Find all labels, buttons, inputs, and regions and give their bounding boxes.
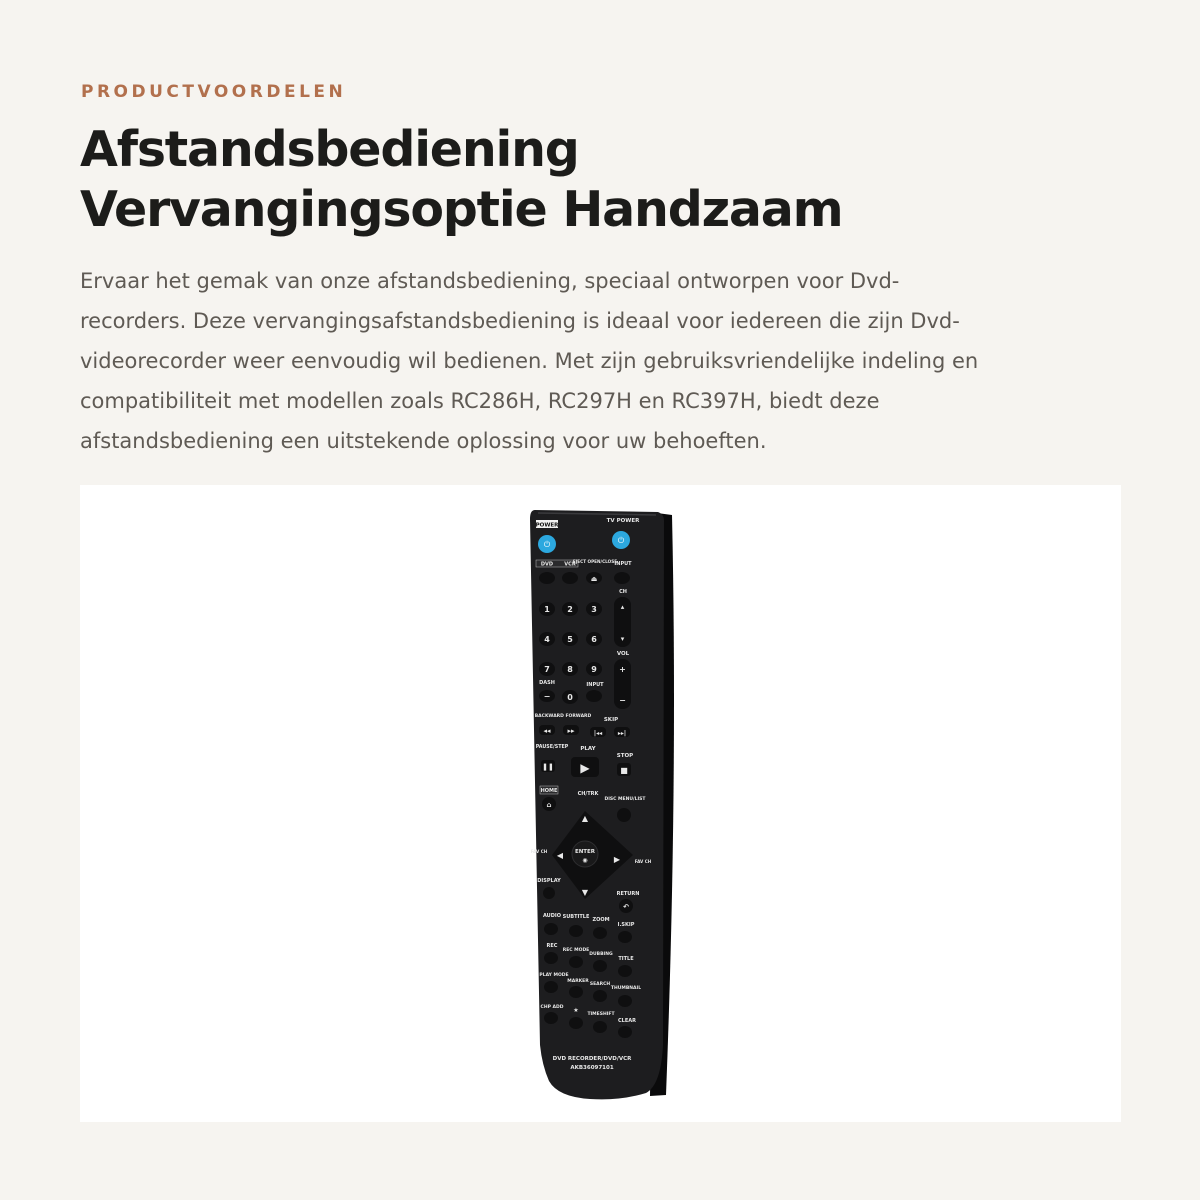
- display-button[interactable]: [543, 887, 555, 899]
- product-description: [80, 261, 1125, 461]
- disc-menu-button[interactable]: [617, 808, 631, 822]
- vcr-label: VCR: [564, 561, 576, 568]
- stop-label: STOP: [616, 753, 634, 759]
- subtitle-button[interactable]: [569, 925, 583, 937]
- play-label: PLAY: [580, 746, 596, 752]
- description-line-3: videorecorder weer eenvoudig wil bedienen. Met zijn gebruiksvriendelijke indeling en: [80, 349, 979, 373]
- dvd-label: DVD: [540, 561, 554, 568]
- product-image-panel: [80, 485, 1121, 1122]
- nav-right-icon: ▶: [613, 855, 621, 864]
- nav-up-icon: ▲: [581, 814, 589, 823]
- tv-power-icon: ⏻: [617, 536, 625, 545]
- digit-8-label: 8: [567, 665, 573, 674]
- display-label: DISPLAY: [537, 878, 561, 884]
- ch-label: CH: [619, 589, 627, 595]
- fav-ch-right-label: FAV CH: [634, 859, 652, 864]
- pause-icon: ❚❚: [542, 763, 554, 771]
- digit-6-label: 6: [591, 635, 597, 644]
- nav-left-icon: ◀: [556, 851, 564, 860]
- model-line-1: DVD RECORDER/DVD/VCR: [552, 1056, 632, 1062]
- vol-down-icon: −: [619, 696, 626, 705]
- rec-button[interactable]: [544, 952, 558, 964]
- iskip-button[interactable]: [618, 931, 632, 943]
- section-eyebrow: PRODUCTVOORDELEN: [81, 82, 347, 102]
- title-label: TITLE: [618, 956, 634, 962]
- play-icon: ▶: [580, 761, 590, 775]
- pause-step-label: PAUSE/STEP: [535, 745, 569, 750]
- chp-add-label: CHP ADD: [540, 1005, 564, 1010]
- audio-label: AUDIO: [542, 913, 562, 919]
- return-icon: ↶: [623, 903, 629, 911]
- disc-menu-label: DISC MENU/LIST: [604, 797, 646, 802]
- rec-mode-button[interactable]: [569, 956, 583, 968]
- power-label: POWER: [535, 522, 559, 529]
- description-line-1: Ervaar het gemak van onze afstandsbediening, speciaal ontworpen voor Dvd-: [80, 269, 900, 293]
- play-mode-button[interactable]: [544, 981, 558, 993]
- dvd-button[interactable]: [539, 572, 555, 584]
- star-label: ★: [573, 1007, 579, 1014]
- vcr-button[interactable]: [562, 572, 578, 584]
- skip-label: SKIP: [603, 717, 619, 723]
- rec-mode-label: REC MODE: [562, 948, 590, 953]
- input-num-button[interactable]: [586, 690, 602, 702]
- tv-power-label: TV POWER: [606, 518, 640, 524]
- digit-7-label: 7: [544, 665, 550, 674]
- iskip-label: I.SKIP: [617, 922, 635, 928]
- vol-label: VOL: [616, 651, 630, 657]
- enter-label: ENTER: [574, 849, 596, 855]
- home-label: HOME: [540, 788, 558, 794]
- description-line-2: recorders. Deze vervangingsafstandsbediening is ideaal voor iedereen die zijn Dvd-: [80, 309, 960, 333]
- backward-forward-label: BACKWARD FORWARD: [534, 714, 592, 719]
- star-button[interactable]: [569, 1017, 583, 1029]
- vol-up-icon: +: [619, 665, 626, 674]
- dubbing-label: DUBBING: [589, 952, 613, 957]
- input-top-button[interactable]: [614, 572, 630, 584]
- digit-5-label: 5: [567, 635, 573, 644]
- marker-label: MARKER: [567, 979, 589, 984]
- power-icon: ⏻: [543, 540, 551, 549]
- chtrk-label: CH/TRK: [577, 791, 599, 797]
- audio-button[interactable]: [544, 923, 558, 935]
- digit-1-label: 1: [544, 605, 550, 614]
- clear-button[interactable]: [618, 1026, 632, 1038]
- dash-label: DASH: [539, 680, 555, 686]
- search-label: SEARCH: [589, 982, 611, 987]
- zoom-button[interactable]: [593, 927, 607, 939]
- remote-control-illustration: [80, 485, 1121, 1122]
- thumbnail-label: THUMBNAIL: [610, 986, 642, 991]
- section-title: [80, 120, 1140, 240]
- chp-add-button[interactable]: [544, 1012, 558, 1024]
- title-button[interactable]: [618, 965, 632, 977]
- timeshift-label: TIMESHIFT: [587, 1012, 615, 1017]
- description-line-5: afstandsbediening een uitstekende oplossing voor uw behoeften.: [80, 429, 767, 453]
- dubbing-button[interactable]: [593, 960, 607, 972]
- title-line-1: Afstandsbediening: [80, 121, 579, 178]
- play-mode-label: PLAY MODE: [539, 973, 569, 978]
- eject-label: EJECT OPEN/CLOSE: [572, 559, 618, 564]
- search-button[interactable]: [593, 990, 607, 1002]
- backward-icon: ◂◂: [543, 727, 551, 735]
- home-icon: ⌂: [546, 801, 552, 809]
- skip-back-icon: |◂◂: [593, 730, 603, 737]
- subtitle-label: SUBTITLE: [562, 914, 590, 920]
- rec-label: REC: [546, 943, 558, 949]
- digit-3-label: 3: [591, 605, 597, 614]
- dash-icon: −: [543, 692, 551, 701]
- digit-0-label: 0: [567, 693, 573, 702]
- ch-down-icon: ▾: [620, 635, 625, 643]
- clear-label: CLEAR: [618, 1018, 636, 1024]
- enter-icon: ◉: [582, 857, 588, 864]
- return-label: RETURN: [616, 891, 640, 897]
- thumbnail-button[interactable]: [618, 995, 632, 1007]
- digit-9-label: 9: [591, 665, 597, 674]
- stop-icon: ■: [620, 766, 628, 775]
- timeshift-button[interactable]: [593, 1021, 607, 1033]
- digit-2-label: 2: [567, 605, 573, 614]
- zoom-label: ZOOM: [592, 917, 610, 923]
- marker-button[interactable]: [569, 986, 583, 998]
- title-line-2: Vervangingsoptie Handzaam: [80, 181, 843, 238]
- digit-4-label: 4: [544, 635, 550, 644]
- fav-ch-left-label: FAV CH: [530, 849, 548, 854]
- description-line-4: compatibiliteit met modellen zoals RC286H, RC297H en RC397H, biedt deze: [80, 389, 880, 413]
- input-num-label: INPUT: [586, 682, 604, 688]
- model-line-2: AKB36097101: [570, 1065, 614, 1071]
- skip-forward-icon: ▸▸|: [617, 730, 627, 737]
- ch-up-icon: ▴: [620, 603, 625, 611]
- nav-down-icon: ▼: [581, 888, 589, 897]
- eject-icon: ⏏: [590, 575, 598, 583]
- forward-icon: ▸▸: [567, 727, 575, 735]
- input-top-label: INPUT: [614, 561, 632, 567]
